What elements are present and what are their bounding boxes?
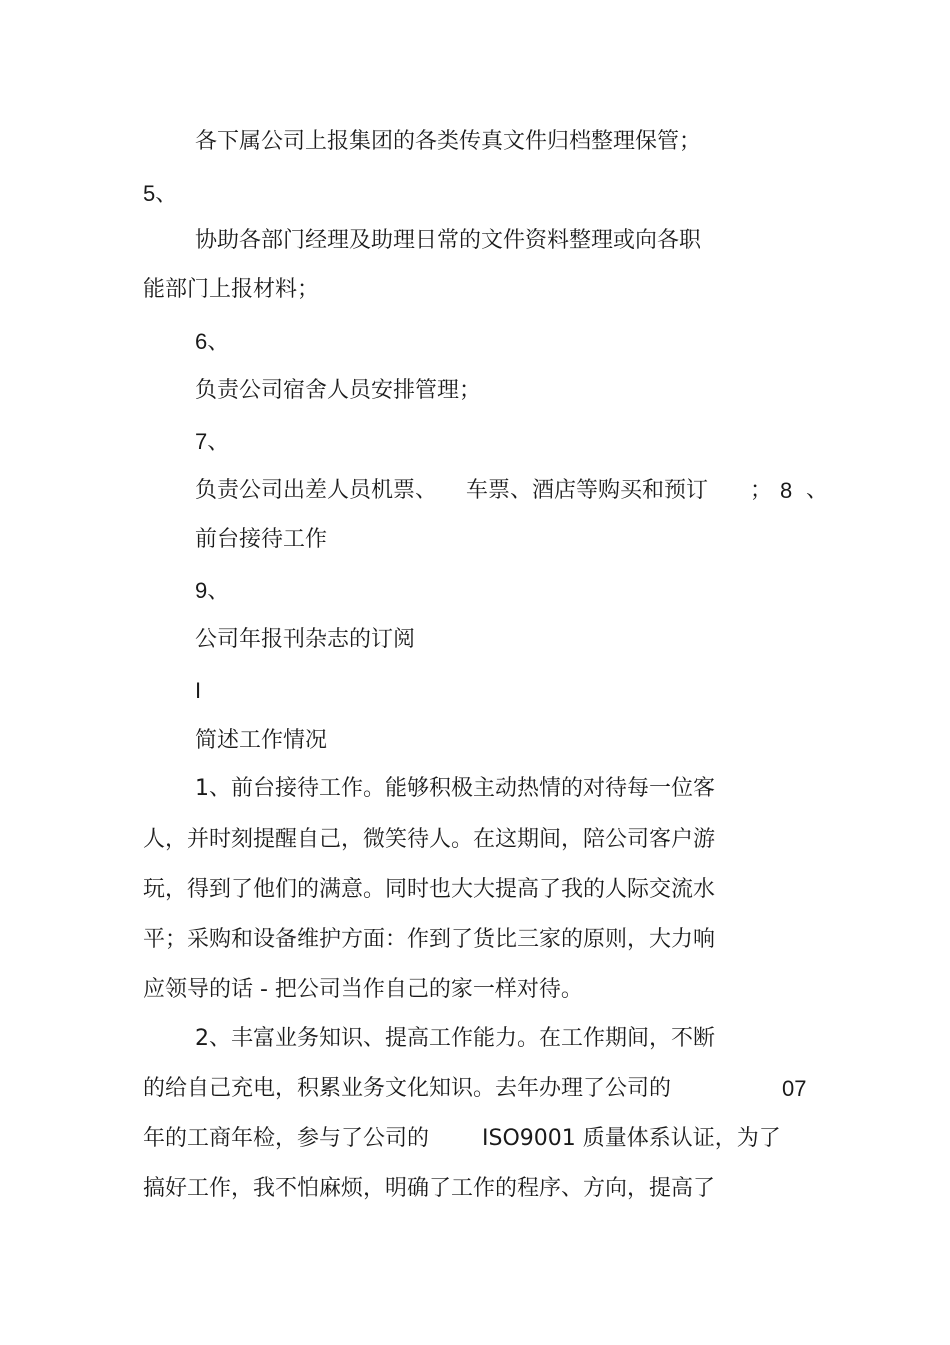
item-number: I — [195, 678, 202, 703]
item-number: 9、 — [195, 578, 230, 603]
section-heading: 简述工作情况 — [195, 728, 328, 753]
text-line: 负责公司出差人员机票、 — [195, 478, 438, 503]
paragraph-line: 1、前台接待工作。能够积极主动热情的对待每一位客 — [195, 776, 715, 801]
paragraph-line: ISO9001 质量体系认证，为了 — [482, 1126, 781, 1151]
text-line: 协助各部门经理及助理日常的文件资料整理或向各职 — [195, 228, 702, 253]
text-line: ； — [750, 478, 773, 503]
item-number: 5、 — [143, 181, 178, 206]
text-line: 前台接待工作 — [195, 527, 328, 552]
text-line: 、 — [806, 478, 829, 503]
item-number: 8 — [780, 478, 793, 503]
text-line: 公司年报刊杂志的订阅 — [195, 627, 416, 652]
paragraph-line: 年的工商年检，参与了公司的 — [143, 1126, 430, 1151]
text-line: 车票、酒店等购买和预订 — [466, 478, 709, 503]
text-line: 能部门上报材料； — [143, 277, 320, 302]
paragraph-number: 07 — [782, 1076, 807, 1101]
paragraph-line: 2、丰富业务知识、提高工作能力。在工作期间，不断 — [195, 1026, 715, 1051]
paragraph-line: 的给自己充电，积累业务文化知识。去年办理了公司的 — [143, 1076, 672, 1101]
text-line: 各下属公司上报集团的各类传真文件归档整理保管； — [195, 129, 702, 154]
paragraph-line: 平；采购和设备维护方面：作到了货比三家的原则，大力响 — [143, 927, 716, 952]
paragraph-line: 玩，得到了他们的满意。同时也大大提高了我的人际交流水 — [143, 877, 716, 902]
item-number: 7、 — [195, 429, 230, 454]
paragraph-line: 应领导的话 - 把公司当作自己的家一样对待。 — [143, 977, 583, 1002]
paragraph-line: 人，并时刻提醒自己，微笑待人。在这期间，陪公司客户游 — [143, 827, 716, 852]
paragraph-line: 搞好工作，我不怕麻烦，明确了工作的程序、方向，提高了 — [143, 1176, 716, 1201]
text-line: 负责公司宿舍人员安排管理； — [195, 378, 482, 403]
item-number: 6、 — [195, 329, 230, 354]
